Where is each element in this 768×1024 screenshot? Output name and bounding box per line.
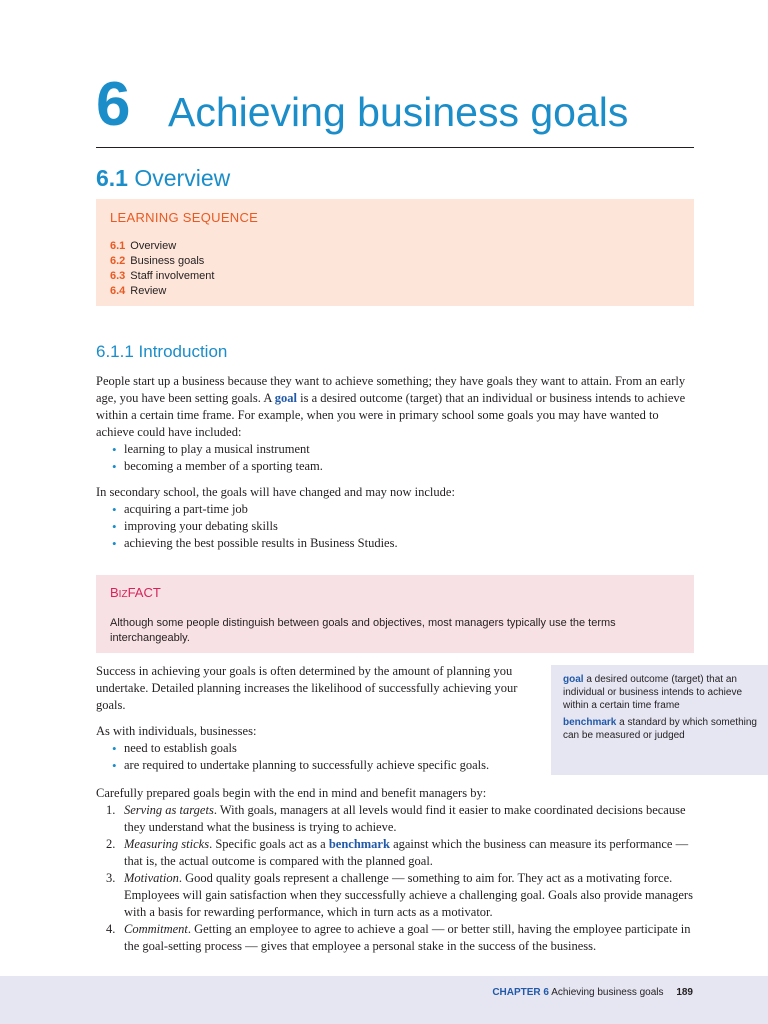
- secondary-intro-paragraph: In secondary school, the goals will have changed and may now include:: [96, 485, 455, 499]
- glossary-term[interactable]: benchmark: [563, 717, 617, 728]
- subsection-heading: 6.1.1 Introduction: [96, 342, 228, 361]
- bizfact-box: [96, 575, 694, 653]
- list-item: • achieving the best possible results in Business Studies.: [96, 535, 694, 552]
- secondary-goals-list: [96, 501, 694, 552]
- benefits-intro: Carefully prepared goals begin with the end in mind and benefit managers by:: [96, 786, 487, 800]
- footer-title: Achieving business goals: [551, 987, 664, 998]
- chapter-title: Achieving business goals: [168, 89, 629, 135]
- glossary-sidebar: [551, 665, 768, 775]
- keyword-goal[interactable]: goal: [274, 391, 298, 405]
- chapter-divider: [96, 147, 694, 148]
- learning-sequence-item[interactable]: 6.3 Staff involvement: [110, 270, 215, 282]
- chapter-header: [96, 64, 694, 148]
- footer-text: [492, 986, 693, 999]
- bizfact-title: BIZFACT: [110, 585, 161, 600]
- page-footer: [0, 976, 768, 1024]
- list-item: • need to establish goals: [96, 740, 541, 757]
- learning-sequence-item[interactable]: 6.4 Review: [110, 285, 167, 297]
- glossary-entry: goal a desired outcome (target) that an individual or business intends to achieve within a certain time frame: [563, 674, 742, 711]
- list-item: • are required to undertake planning to successfully achieve specific goals.: [96, 757, 541, 774]
- section-heading: [96, 163, 230, 193]
- list-item: • improving your debating skills: [96, 518, 694, 535]
- chapter-number: 6: [96, 70, 131, 139]
- list-item: • acquiring a part-time job: [96, 501, 694, 518]
- glossary-term[interactable]: goal: [563, 674, 584, 685]
- list-item: • becoming a member of a sporting team.: [96, 458, 694, 475]
- benefits-list: [96, 802, 694, 955]
- section-number: 6.1: [96, 165, 128, 191]
- business-needs-list: [96, 740, 541, 774]
- benefit-item: 2. Measuring sticks. Specific goals act as a benchmark against which the business can measure its performance — that is, the actual outcome is compared with the planned goal.: [106, 837, 689, 868]
- learning-sequence-title: LEARNING SEQUENCE: [110, 210, 259, 225]
- learning-sequence-box: [96, 199, 694, 306]
- benefit-item: 1. Serving as targets. With goals, managers at all levels would find it easier to make coordinated decisions because they understand what the business is trying to achieve.: [106, 803, 686, 834]
- benefit-item: 4. Commitment. Getting an employee to agree to achieve a goal — or better still, having the employee participate in the goal-setting process — gives that employee a personal stake in the success of the business.: [106, 922, 691, 953]
- keyword-benchmark[interactable]: benchmark: [328, 837, 390, 851]
- benefit-item: 3. Motivation. Good quality goals represent a challenge — something to aim for. They act as a motivating force. Employees will gain satisfaction when they successfully achieve a challenging goal. Goals also provide managers with a basis for rewarding performance, which in turn acts as a motivator.: [106, 871, 693, 919]
- learning-sequence-list: [110, 239, 680, 299]
- learning-sequence-item[interactable]: 6.2 Business goals: [110, 255, 205, 267]
- list-item: • learning to play a musical instrument: [96, 441, 694, 458]
- section-title: Overview: [134, 165, 231, 191]
- glossary-entry: benchmark a standard by which something can be measured or judged: [563, 717, 757, 741]
- primary-goals-list: [96, 441, 694, 475]
- footer-chapter-label: CHAPTER 6: [492, 987, 549, 998]
- bizfact-text: Although some people distinguish between goals and objectives, most managers typically use the terms interchangeably.: [110, 617, 616, 644]
- intro-paragraph: People start up a business because they want to achieve something; they have goals they want to attain. From an early age, you have been setting goals. A goal is a desired outcome (target) that an individual or business intends to achieve within a certain time frame. For example, when you were in primary school some goals you may have wanted to achieve could have included:: [96, 374, 686, 439]
- businesses-intro: As with individuals, businesses:: [96, 724, 257, 738]
- success-paragraph: Success in achieving your goals is often determined by the amount of planning you undertake. Detailed planning increases the likelihood of successfully achieving your goals.: [96, 664, 518, 712]
- learning-sequence-item[interactable]: 6.1 Overview: [110, 240, 177, 252]
- page-number: 189: [676, 987, 693, 998]
